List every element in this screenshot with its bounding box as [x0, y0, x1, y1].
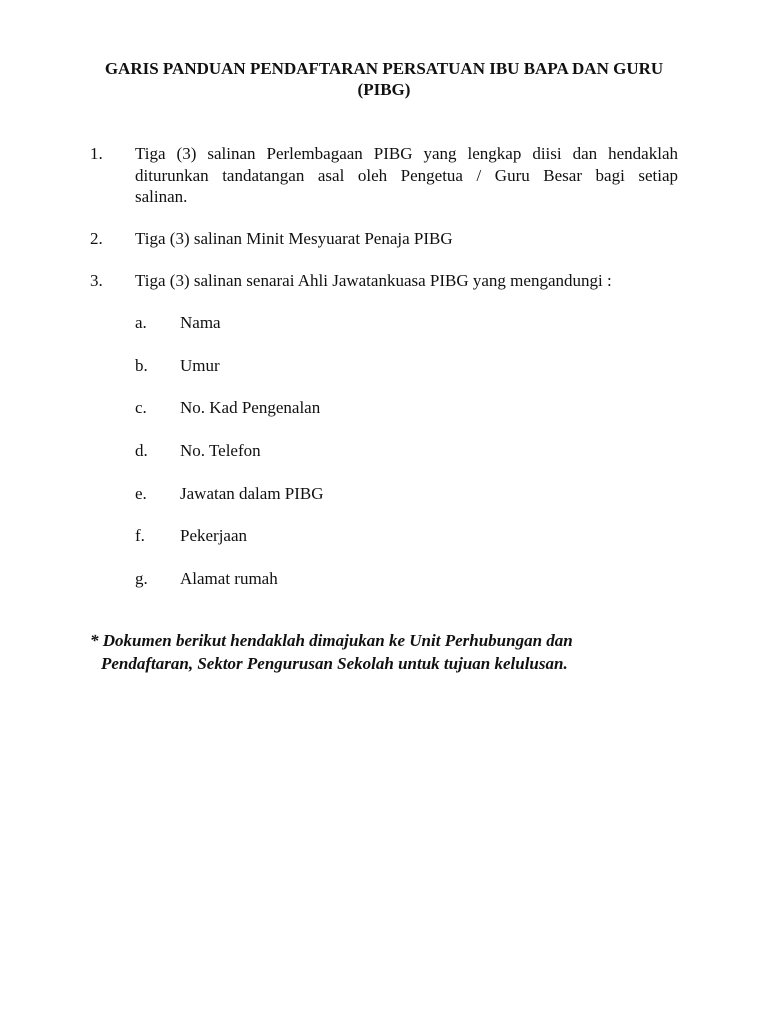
sublist-item-letter: g. — [135, 569, 148, 588]
sublist-item-text: Nama — [180, 313, 221, 332]
list-item-line: Tiga (3) salinan Minit Mesyuarat Penaja PIBG — [135, 229, 453, 248]
sublist-item-letter: c. — [135, 398, 147, 417]
sublist-item-text: Alamat rumah — [180, 569, 278, 588]
document-note-continued: Pendaftaran, Sektor Pengurusan Sekolah untuk tujuan kelulusan. — [101, 654, 568, 673]
sublist-item-letter: d. — [135, 441, 148, 460]
list-item-number: 1. — [90, 144, 103, 163]
list-item-line: Tiga (3) salinan senarai Ahli Jawatankuasa PIBG yang mengandungi : — [135, 271, 612, 290]
sublist-item-letter: e. — [135, 484, 147, 503]
sublist-item-letter: b. — [135, 356, 148, 375]
sublist-item-letter: a. — [135, 313, 147, 332]
document-title: GARIS PANDUAN PENDAFTARAN PERSATUAN IBU BAPA DAN GURU — [104, 59, 664, 78]
list-item-text — [135, 228, 678, 250]
list-item-number: 3. — [90, 271, 103, 290]
document-note: * Dokumen berikut hendaklah dimajukan ke Unit Perhubungan dan — [90, 631, 573, 650]
list-item-line: salinan. — [135, 187, 188, 206]
list-item-line: diturunkan tandatangan asal oleh Pengetua / Guru Besar bagi setiap — [135, 165, 678, 185]
sublist-item-text: No. Kad Pengenalan — [180, 398, 321, 417]
sublist-item-text: Umur — [180, 356, 220, 375]
list-item-text — [135, 143, 678, 208]
sublist-item-text: Pekerjaan — [180, 526, 248, 545]
document-title-abbreviation: (PIBG) — [357, 80, 411, 99]
sublist-item-text: Jawatan dalam PIBG — [180, 484, 324, 503]
list-item-line: Tiga (3) salinan Perlembagaan PIBG yang lengkap diisi dan hendaklah — [135, 144, 678, 163]
list-item-text — [135, 270, 678, 292]
sublist-item-letter: f. — [135, 526, 145, 545]
list-item-number: 2. — [90, 229, 103, 248]
sublist-item-text: No. Telefon — [180, 441, 261, 460]
